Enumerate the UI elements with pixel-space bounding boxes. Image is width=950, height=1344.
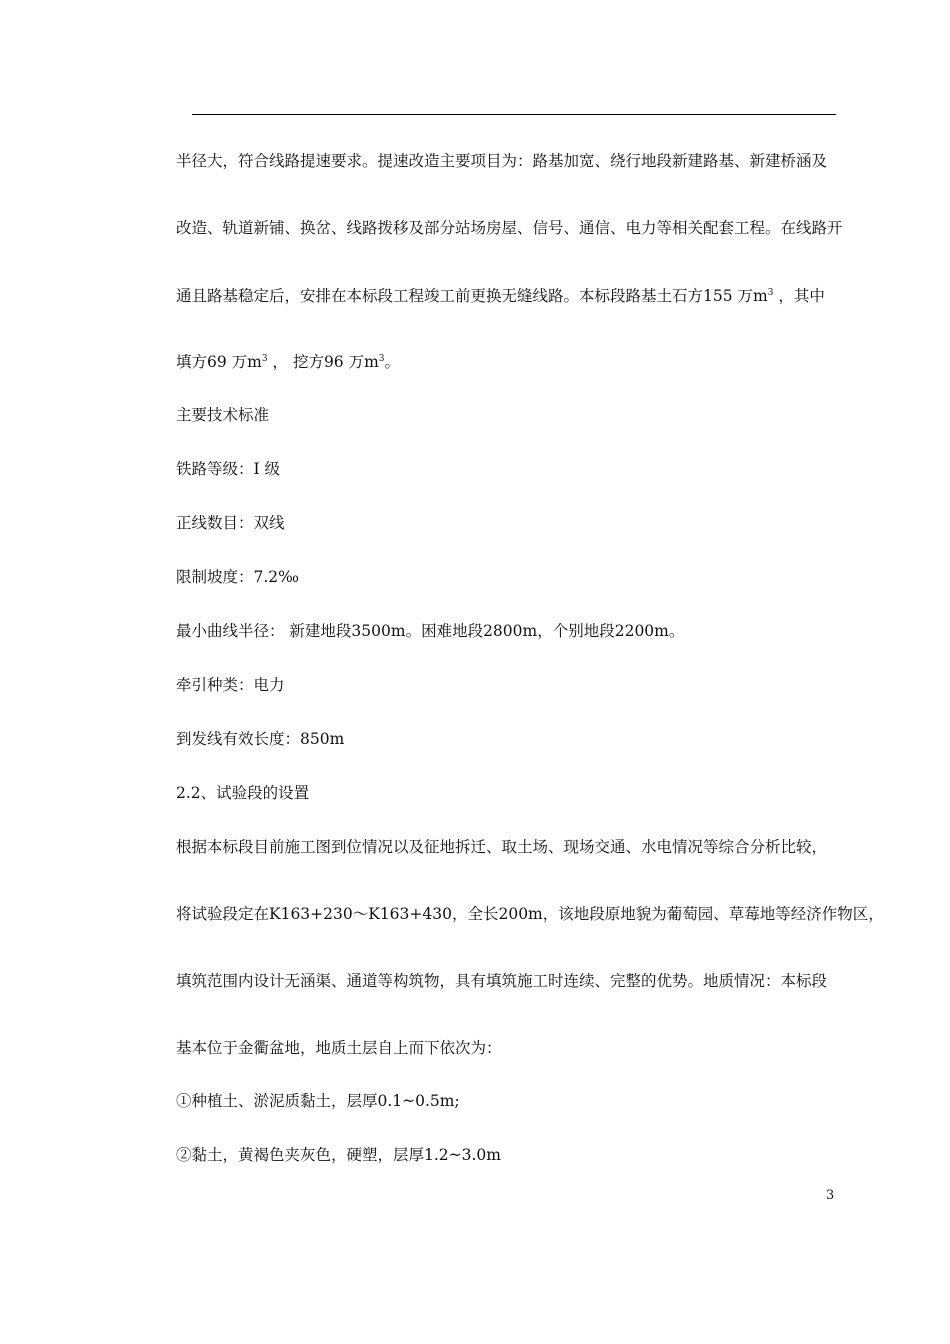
superscript: 3 (767, 288, 774, 298)
paragraph-line: 将试验段定在K163+230～K163+430，全长200m，该地段原地貌为葡萄园、草莓地等经济作物区， (176, 905, 884, 923)
earthwork-total-text: 通且路基稳定后，安排在本标段工程竣工前更换无缝线路。本标段路基土石方155 万m (176, 287, 768, 305)
superscript: 3 (378, 354, 385, 364)
traction-line: 牵引种类：电力 (176, 676, 285, 694)
paragraph-line (176, 286, 825, 306)
standards-heading: 主要技术标准 (176, 406, 270, 424)
paragraph-line: 半径大，符合线路提速要求。提速改造主要项目为：路基加宽、绕行地段新建路基、新建桥涵及 (176, 152, 828, 170)
earthwork-tail-text: ，其中 (773, 287, 825, 305)
fill-volume-text: 填方69 万m (176, 353, 262, 371)
min-curve-radius-line: 最小曲线半径： 新建地段3500m。困难地段2800m，个别地段2200m。 (176, 622, 685, 640)
page-number: 3 (826, 1188, 835, 1203)
main-lines-line: 正线数目：双线 (176, 514, 285, 532)
paragraph-line: 填筑范围内设计无涵渠、通道等构筑物，具有填筑施工时连续、完整的优势。地质情况：本标段 (176, 972, 828, 990)
paragraph-line (176, 352, 400, 372)
effective-length-line: 到发线有效长度：850m (176, 730, 345, 748)
header-rule (192, 114, 836, 115)
section-heading: 2.2、试验段的设置 (176, 784, 310, 802)
cut-volume-text: ， 挖方96 万m (267, 353, 379, 371)
paragraph-line: 改造、轨道新铺、换岔、线路拨移及部分站场房屋、信号、通信、电力等相关配套工程。在线路开 (176, 219, 843, 237)
ruling-grade-line: 限制坡度：7.2‰ (176, 568, 299, 586)
line-end-punctuation: 。 (384, 353, 401, 371)
soil-layer-2: ②黏土，黄褐色夹灰色，硬塑，层厚1.2~3.0m (176, 1146, 501, 1164)
paragraph-line: 根据本标段目前施工图到位情况以及征地拆迁、取土场、现场交通、水电情况等综合分析比较， (176, 838, 828, 856)
railway-grade-line: 铁路等级：I 级 (176, 460, 281, 478)
superscript: 3 (261, 354, 268, 364)
paragraph-line: 基本位于金衢盆地，地质土层自上而下依次为： (176, 1039, 502, 1057)
soil-layer-1: ①种植土、淤泥质黏土，层厚0.1~0.5m; (176, 1092, 460, 1110)
